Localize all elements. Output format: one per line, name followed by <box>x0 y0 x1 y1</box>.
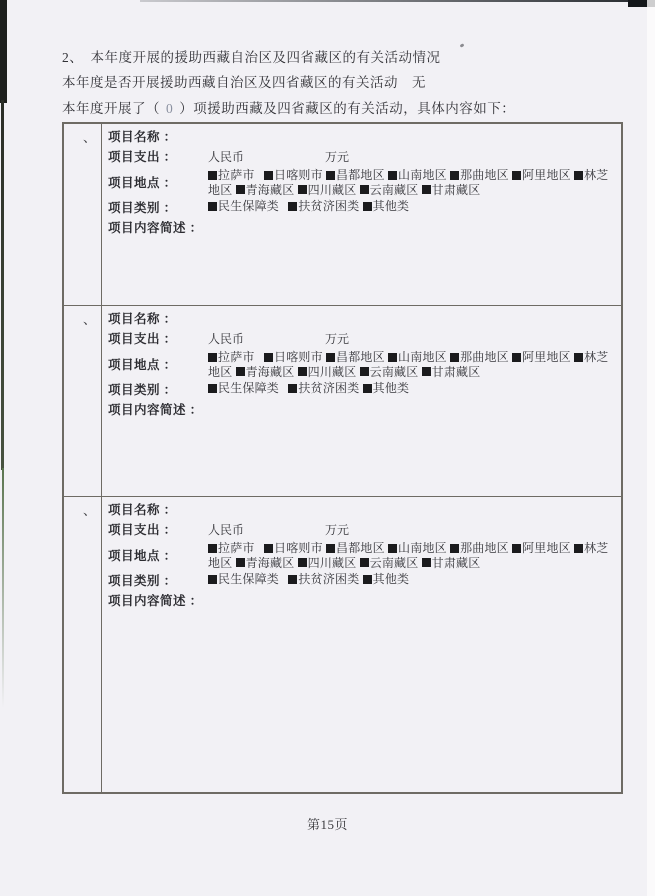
project-expense-row <box>108 148 617 166</box>
checkbox-filled-icon <box>208 353 217 362</box>
checkbox-filled-icon <box>422 558 431 567</box>
checkbox-filled-icon <box>208 384 217 393</box>
checkbox-filled-icon <box>236 367 245 376</box>
section-marker-cell <box>64 124 102 305</box>
checkbox-filled-icon <box>512 171 521 180</box>
checkbox-option: 拉萨市 <box>208 168 255 182</box>
count-line <box>62 97 515 117</box>
checkbox-filled-icon <box>450 353 459 362</box>
checkbox-filled-icon <box>298 558 307 567</box>
checkbox-option: 阿里地区 <box>512 541 571 555</box>
checkbox-option: 日喀则市 <box>264 350 323 364</box>
checkbox-filled-icon <box>326 544 335 553</box>
checkbox-option: 阿里地区 <box>512 350 571 364</box>
checkbox-option: 民生保障类 <box>208 572 279 586</box>
checkbox-filled-icon <box>363 384 372 393</box>
project-summary-label: 项目内容简述 ： <box>108 594 203 608</box>
checkbox-option: 日喀则市 <box>264 168 323 182</box>
checkbox-option: 四川藏区 <box>298 365 357 379</box>
checkbox-option: 林芝地区 <box>208 350 609 379</box>
checkbox-filled-icon <box>288 575 297 584</box>
project-category-label: 项目类别 ： <box>108 201 177 215</box>
project-summary-label: 项目内容简述 ： <box>108 221 203 235</box>
checkbox-option: 扶贫济困类 <box>288 572 359 586</box>
checkbox-filled-icon <box>360 185 369 194</box>
checkbox-option: 林芝地区 <box>208 541 609 570</box>
project-section <box>64 496 621 792</box>
checkbox-filled-icon <box>208 202 217 211</box>
scan-edge-artifact <box>2 468 4 708</box>
project-location-row <box>108 350 617 379</box>
checkbox-filled-icon <box>574 544 583 553</box>
project-location-label: 项目地点 ： <box>108 175 177 190</box>
project-category-row <box>108 199 617 217</box>
scan-edge-artifact <box>1 100 4 470</box>
project-location-row <box>108 168 617 197</box>
project-location-row <box>108 541 617 570</box>
scan-edge-artifact <box>140 0 655 2</box>
checkbox-filled-icon <box>360 558 369 567</box>
project-name-row <box>108 310 617 328</box>
unit-label: 万元 <box>325 332 350 346</box>
checkbox-option: 那曲地区 <box>450 168 509 182</box>
category-options <box>208 199 617 217</box>
checkbox-option: 阿里地区 <box>512 168 571 182</box>
checkbox-option: 甘肃藏区 <box>422 365 481 379</box>
checkbox-filled-icon <box>360 367 369 376</box>
checkbox-option: 四川藏区 <box>298 556 357 570</box>
checkbox-filled-icon <box>450 171 459 180</box>
currency-label: 人民币 <box>208 150 245 164</box>
location-options <box>208 541 617 570</box>
project-section <box>64 305 621 496</box>
checkbox-option: 民生保障类 <box>208 381 279 395</box>
checkbox-filled-icon <box>264 544 273 553</box>
project-location-label: 项目地点 ： <box>108 548 177 563</box>
project-name-label: 项目名称 ： <box>108 503 177 517</box>
checkbox-filled-icon <box>298 367 307 376</box>
checkbox-filled-icon <box>388 353 397 362</box>
unit-label: 万元 <box>325 523 350 537</box>
checkbox-option: 拉萨市 <box>208 350 255 364</box>
checkbox-filled-icon <box>512 353 521 362</box>
checkbox-option: 民生保障类 <box>208 199 279 213</box>
checkbox-filled-icon <box>363 202 372 211</box>
checkbox-filled-icon <box>264 353 273 362</box>
checkbox-option: 其他类 <box>363 199 410 213</box>
activity-count: 0 <box>166 101 174 116</box>
checkbox-filled-icon <box>236 558 245 567</box>
checkbox-option: 青海藏区 <box>236 556 295 570</box>
checkbox-option: 云南藏区 <box>360 183 419 197</box>
checkbox-option: 拉萨市 <box>208 541 255 555</box>
checkbox-option: 四川藏区 <box>298 183 357 197</box>
project-category-row <box>108 381 617 399</box>
checkbox-filled-icon <box>288 202 297 211</box>
currency-label: 人民币 <box>208 523 245 537</box>
project-expense-label: 项目支出 ： <box>108 332 177 346</box>
section-body <box>102 306 621 496</box>
checkbox-option: 青海藏区 <box>236 183 295 197</box>
checkbox-option: 山南地区 <box>388 350 447 364</box>
category-options <box>208 572 617 590</box>
project-expense-row <box>108 330 617 348</box>
project-category-row <box>108 572 617 590</box>
scan-edge-artifact <box>0 0 7 103</box>
enumeration-comma: 、 <box>82 312 96 327</box>
projects-table <box>62 122 623 794</box>
enumeration-comma: 、 <box>82 503 96 518</box>
checkbox-filled-icon <box>388 171 397 180</box>
project-section <box>64 124 621 305</box>
checkbox-option: 昌都地区 <box>326 541 385 555</box>
page-number: 第15页 <box>306 817 348 832</box>
project-expense-label: 项目支出 ： <box>108 150 177 164</box>
checkbox-option: 山南地区 <box>388 168 447 182</box>
unit-label: 万元 <box>325 150 350 164</box>
scan-speck <box>460 43 465 48</box>
question-text: 本年度是否开展援助西藏自治区及四省藏区的有关活动 <box>62 75 398 90</box>
checkbox-filled-icon <box>298 185 307 194</box>
section-body <box>102 124 621 305</box>
checkbox-filled-icon <box>326 353 335 362</box>
project-name-label: 项目名称 ： <box>108 312 177 326</box>
category-options <box>208 381 617 399</box>
checkbox-filled-icon <box>388 544 397 553</box>
checkbox-filled-icon <box>422 185 431 194</box>
project-name-row <box>108 501 617 519</box>
checkbox-filled-icon <box>208 544 217 553</box>
location-options <box>208 350 617 379</box>
scan-edge-artifact <box>647 0 655 896</box>
checkbox-option: 林芝地区 <box>208 168 609 197</box>
checkbox-option: 扶贫济困类 <box>288 199 359 213</box>
project-summary-row <box>108 219 617 237</box>
checkbox-option: 那曲地区 <box>450 350 509 364</box>
checkbox-option: 甘肃藏区 <box>422 556 481 570</box>
section-body <box>102 497 621 792</box>
location-options <box>208 168 617 197</box>
question-answer: 无 <box>412 75 426 90</box>
checkbox-filled-icon <box>574 353 583 362</box>
project-expense-label: 项目支出 ： <box>108 523 177 537</box>
checkbox-option: 扶贫济困类 <box>288 381 359 395</box>
checkbox-option: 其他类 <box>363 381 410 395</box>
checkbox-option: 其他类 <box>363 572 410 586</box>
section-marker-cell <box>64 306 102 496</box>
project-location-label: 项目地点 ： <box>108 357 177 372</box>
checkbox-option: 山南地区 <box>388 541 447 555</box>
checkbox-option: 昌都地区 <box>326 350 385 364</box>
project-summary-label: 项目内容简述 ： <box>108 403 203 417</box>
checkbox-filled-icon <box>236 185 245 194</box>
checkbox-option: 日喀则市 <box>264 541 323 555</box>
checkbox-option: 云南藏区 <box>360 556 419 570</box>
question-line <box>62 71 426 91</box>
checkbox-filled-icon <box>288 384 297 393</box>
section-marker-cell <box>64 497 102 792</box>
checkbox-option: 甘肃藏区 <box>422 183 481 197</box>
project-name-label: 项目名称 ： <box>108 130 177 144</box>
count-prefix: 本年度开展了（ <box>62 101 160 116</box>
checkbox-filled-icon <box>208 575 217 584</box>
checkbox-filled-icon <box>363 575 372 584</box>
currency-label: 人民币 <box>208 332 245 346</box>
checkbox-option: 青海藏区 <box>236 365 295 379</box>
checkbox-filled-icon <box>574 171 583 180</box>
count-suffix: ）项援助西藏及四省藏区的有关活动，具体内容如下： <box>179 101 516 116</box>
project-category-label: 项目类别 ： <box>108 383 177 397</box>
checkbox-filled-icon <box>264 171 273 180</box>
checkbox-option: 那曲地区 <box>450 541 509 555</box>
checkbox-option: 云南藏区 <box>360 365 419 379</box>
project-summary-row <box>108 592 617 610</box>
project-category-label: 项目类别 ： <box>108 574 177 588</box>
checkbox-option: 昌都地区 <box>326 168 385 182</box>
checkbox-filled-icon <box>450 544 459 553</box>
checkbox-filled-icon <box>326 171 335 180</box>
checkbox-filled-icon <box>422 367 431 376</box>
project-expense-row <box>108 521 617 539</box>
checkbox-filled-icon <box>512 544 521 553</box>
project-name-row <box>108 128 617 146</box>
enumeration-comma: 、 <box>82 130 96 145</box>
checkbox-filled-icon <box>208 171 217 180</box>
section-heading: 2、 本年度开展的援助西藏自治区及四省藏区的有关活动情况 <box>62 50 441 65</box>
project-summary-row <box>108 401 617 419</box>
